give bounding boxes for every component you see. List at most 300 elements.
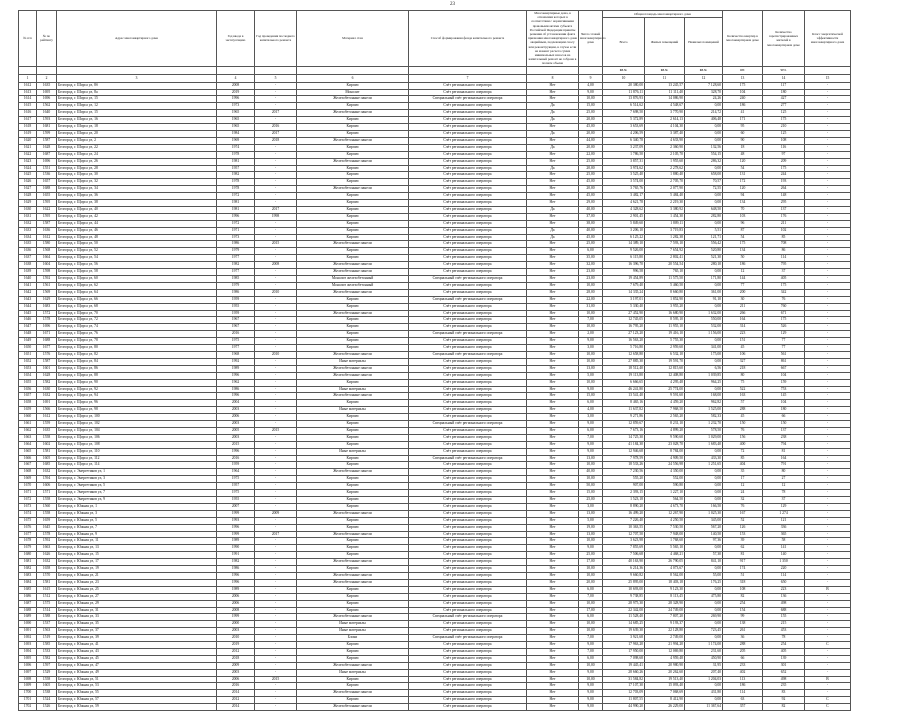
cell-energy-class: -: [805, 559, 851, 566]
cell-year-repair: -: [255, 635, 297, 642]
cell-rating: 1655: [37, 193, 57, 200]
cell-year-repair: -: [255, 538, 297, 545]
cell-area-total: 8 465,16: [603, 400, 645, 407]
cell-address: Белгород, г. Шорса ул, 22: [57, 144, 217, 151]
table-row: [19, 559, 851, 566]
cell-floors: 7,00: [579, 434, 603, 441]
header-fund-method: Способ формирования фонда капитального ремонта: [409, 11, 527, 67]
cell-floors: 5,00: [579, 517, 603, 524]
cell-disrepair: Нет: [527, 669, 579, 676]
cell-year-repair: -: [255, 144, 297, 151]
table-row: [19, 434, 851, 441]
cell-fund-method: Счёт регионального оператора: [409, 255, 527, 262]
cell-area-nonliving: 0,00: [685, 545, 723, 552]
cell-energy-class: В: [805, 676, 851, 683]
cell-floors: 9,00: [579, 642, 603, 649]
cell-floors: 45,00: [579, 234, 603, 241]
cell-residents: 145: [763, 393, 805, 400]
cell-address: Белгород, г. Шорса ул, 15: [57, 96, 217, 103]
cell-year-built: 1965: [217, 124, 255, 131]
cell-area-nonliving: 556,42: [685, 241, 723, 248]
cell-rating: 1626: [37, 552, 57, 559]
cell-address: Белгород, г. Щорса ул, 42: [57, 213, 217, 220]
cell-fund-method: Счёт регионального оператора: [409, 607, 527, 614]
cell-area-nonliving: 1 525,00: [685, 407, 723, 414]
cell-floors: 38,00: [579, 220, 603, 227]
cell-area-nonliving: 361,00: [685, 289, 723, 296]
table-row: [19, 200, 851, 207]
cell-year-repair: -: [255, 393, 297, 400]
cell-floors: 9,00: [579, 704, 603, 711]
header-area-group: Общая площадь многоквартирного дома: [603, 11, 723, 18]
cell-disrepair: Нет: [527, 414, 579, 421]
cell-area-total: 31 584,82: [603, 676, 645, 683]
cell-area-total: 6 115,80: [603, 255, 645, 262]
cell-address: Белгород, г. Южная ул, 43: [57, 648, 217, 655]
cell-energy-class: -: [805, 303, 851, 310]
cell-address: Белгород, г. Щорса ул, 56: [57, 262, 217, 269]
cell-address: Белгород, г. Щорса ул, 38: [57, 200, 217, 207]
cell-flats: 50: [723, 255, 763, 262]
cell-area-living: 4 073,67: [645, 566, 685, 573]
cell-year-built: 1965: [217, 110, 255, 117]
cell-address: Белгород, г. Щорса ул, 52: [57, 248, 217, 255]
header-rating-number: № по рейтингу: [37, 11, 57, 67]
cell-area-total: 3 197,01: [603, 296, 645, 303]
cell-area-total: 11 807,55: [603, 697, 645, 704]
table-row: [19, 524, 851, 531]
table-row: [19, 400, 851, 407]
cell-rating: 1696: [37, 158, 57, 165]
cell-address: Белгород, г. Южная ул, 3: [57, 510, 217, 517]
cell-energy-class: -: [805, 144, 851, 151]
cell-area-living: 11 111,40: [645, 89, 685, 96]
table-row: [19, 490, 851, 497]
cell-fund-method: Счёт регионального оператора: [409, 621, 527, 628]
cell-rating: 1551: [37, 165, 57, 172]
cell-residents: 139: [763, 655, 805, 662]
cell-disrepair: Да: [527, 206, 579, 213]
cell-rating: 1630: [37, 386, 57, 393]
cell-energy-class: -: [805, 276, 851, 283]
cell-floors: 9,00: [579, 338, 603, 345]
cell-row-number: 1677: [19, 531, 37, 538]
cell-row-number: 1630: [19, 206, 37, 213]
cell-disrepair: Нет: [527, 331, 579, 338]
cell-energy-class: -: [805, 635, 851, 642]
cell-area-living: 765,10: [645, 269, 685, 276]
cell-floors: 40,00: [579, 469, 603, 476]
cell-rating: 1538: [37, 690, 57, 697]
cell-year-built: 1975: [217, 490, 255, 497]
cell-address: Белгород, г. Щорса ул, 76: [57, 331, 217, 338]
cell-walls: Кирпич: [297, 462, 409, 469]
cell-disrepair: Нет: [527, 186, 579, 193]
cell-floors: 44,00: [579, 137, 603, 144]
cell-area-living: 8 660,80: [645, 289, 685, 296]
cell-year-built: 2003: [217, 628, 255, 635]
cell-residents: 86: [763, 248, 805, 255]
cell-address: Белгород, г. Южная ул, 35: [57, 621, 217, 628]
cell-fund-method: Счёт регионального оператора: [409, 427, 527, 434]
cell-area-living: 3 387,40: [645, 130, 685, 137]
cell-area-nonliving: 1 232,70: [685, 421, 723, 428]
cell-area-living: 7 530,50: [645, 524, 685, 531]
cell-year-repair: 2017: [255, 130, 297, 137]
cell-flats: 108: [723, 586, 763, 593]
cell-energy-class: -: [805, 510, 851, 517]
cell-area-total: 1 523,18: [603, 497, 645, 504]
cell-flats: 82: [723, 593, 763, 600]
cell-disrepair: Нет: [527, 462, 579, 469]
cell-residents: 427: [763, 96, 805, 103]
cell-row-number: 1682: [19, 566, 37, 573]
cell-flats: 266: [723, 310, 763, 317]
cell-fund-method: Счёт регионального оператора: [409, 503, 527, 510]
cell-address: Белгород, г. Южная ул, 9: [57, 531, 217, 538]
cell-rating: 1578: [37, 531, 57, 538]
cell-year-repair: -: [255, 628, 297, 635]
cell-flats: 57: [723, 400, 763, 407]
cell-flats: 75: [723, 379, 763, 386]
cell-rating: 1537: [37, 621, 57, 628]
cell-residents: 235: [763, 683, 805, 690]
cell-fund-method: Счёт регионального оператора: [409, 345, 527, 352]
cell-address: Белгород, г. Энергетиков ул, 3: [57, 476, 217, 483]
cell-rating: 1645: [37, 524, 57, 531]
cell-area-nonliving: 0,00: [685, 566, 723, 573]
cell-walls: Кирпич: [297, 517, 409, 524]
cell-area-nonliving: 0,00: [685, 607, 723, 614]
cell-row-number: 1692: [19, 635, 37, 642]
cell-energy-class: -: [805, 441, 851, 448]
cell-row-number: 1670: [19, 483, 37, 490]
cell-year-repair: -: [255, 186, 297, 193]
cell-residents: 220: [763, 566, 805, 573]
cell-area-nonliving: 166,50: [685, 503, 723, 510]
cell-rating: 1657: [37, 179, 57, 186]
header-residents: Количество зарегистрированных жителей в многоквартирном доме: [763, 11, 805, 67]
cell-year-built: 1982: [217, 262, 255, 269]
cell-row-number: 1689: [19, 614, 37, 621]
cell-row-number: 1617: [19, 117, 37, 124]
cell-energy-class: -: [805, 490, 851, 497]
table-row: [19, 296, 851, 303]
cell-area-nonliving: 175,00: [685, 351, 723, 358]
table-row: [19, 324, 851, 331]
cell-year-built: 1989: [217, 586, 255, 593]
table-row: [19, 607, 851, 614]
cell-residents: 223: [763, 586, 805, 593]
cell-energy-class: -: [805, 662, 851, 669]
column-number: 1: [19, 74, 37, 82]
cell-year-repair: -: [255, 158, 297, 165]
cell-area-living: 2 614,13: [645, 117, 685, 124]
cell-energy-class: -: [805, 200, 851, 207]
cell-energy-class: -: [805, 110, 851, 117]
cell-residents: 108: [763, 137, 805, 144]
cell-area-total: 11 637,82: [603, 407, 645, 414]
cell-year-repair: -: [255, 220, 297, 227]
cell-area-total: 28 660,26: [603, 669, 645, 676]
cell-year-repair: -: [255, 683, 297, 690]
cell-area-living: 7 807,20: [645, 614, 685, 621]
cell-disrepair: Нет: [527, 559, 579, 566]
cell-row-number: 1615: [19, 103, 37, 110]
cell-residents: 78: [763, 490, 805, 497]
cell-residents: 116: [763, 144, 805, 151]
cell-year-built: 1981: [217, 200, 255, 207]
cell-rating: 1568: [37, 248, 57, 255]
cell-residents: 238: [763, 434, 805, 441]
cell-row-number: 1650: [19, 345, 37, 352]
cell-residents: 211: [763, 220, 805, 227]
table-row: [19, 289, 851, 296]
table-row: [19, 172, 851, 179]
cell-area-living: 8 412,90: [645, 697, 685, 704]
table-row: [19, 662, 851, 669]
cell-area-total: 18 533,26: [603, 462, 645, 469]
cell-row-number: 1699: [19, 683, 37, 690]
cell-rating: 1562: [37, 103, 57, 110]
cell-fund-method: Счёт регионального оператора: [409, 566, 527, 573]
cell-fund-method: Счёт регионального оператора: [409, 82, 527, 89]
cell-disrepair: Нет: [527, 303, 579, 310]
cell-energy-class: -: [805, 434, 851, 441]
cell-disrepair: Нет: [527, 697, 579, 704]
cell-year-repair: -: [255, 586, 297, 593]
cell-energy-class: -: [805, 227, 851, 234]
table-row: [19, 124, 851, 131]
cell-flats: 96: [723, 220, 763, 227]
cell-disrepair: Нет: [527, 676, 579, 683]
cell-area-total: 7 698,50: [603, 110, 645, 117]
cell-residents: 264: [763, 186, 805, 193]
cell-address: Белгород, г. Южная ул, 55: [57, 690, 217, 697]
table-row: [19, 455, 851, 462]
cell-area-nonliving: 176,25: [685, 579, 723, 586]
cell-year-repair: -: [255, 704, 297, 711]
cell-row-number: 1619: [19, 130, 37, 137]
cell-walls: Иные материалы: [297, 669, 409, 676]
cell-disrepair: Нет: [527, 600, 579, 607]
cell-area-nonliving: 520,80: [685, 248, 723, 255]
cell-row-number: 1656: [19, 386, 37, 393]
cell-walls: Кирпич: [297, 414, 409, 421]
cell-address: Белгород, г. Энергетиков ул, 7: [57, 490, 217, 497]
cell-address: Белгород, г. Щорса ул, 80: [57, 345, 217, 352]
cell-floors: 45,00: [579, 124, 603, 131]
cell-energy-class: С: [805, 642, 851, 649]
cell-year-repair: -: [255, 593, 297, 600]
cell-rating: 1691: [37, 400, 57, 407]
cell-area-total: 46 241,80: [603, 386, 645, 393]
cell-area-nonliving: 1 156,00: [685, 331, 723, 338]
cell-fund-method: Счёт регионального оператора: [409, 593, 527, 600]
cell-disrepair: Нет: [527, 317, 579, 324]
table-row: [19, 427, 851, 434]
table-row: [19, 137, 851, 144]
cell-area-living: 12 069,80: [645, 648, 685, 655]
cell-row-number: 1674: [19, 510, 37, 517]
cell-flats: 90: [723, 137, 763, 144]
cell-energy-class: -: [805, 621, 851, 628]
cell-flats: 171: [723, 117, 763, 124]
cell-disrepair: Нет: [527, 151, 579, 158]
cell-energy-class: -: [805, 607, 851, 614]
cell-rating: 1587: [37, 358, 57, 365]
cell-area-living: 4 909,50: [645, 455, 685, 462]
cell-row-number: 1700: [19, 690, 37, 697]
table-row: [19, 227, 851, 234]
cell-area-total: 12 745,05: [603, 317, 645, 324]
cell-area-total: 3 206,10: [603, 227, 645, 234]
cell-area-total: 19 445,41: [603, 662, 645, 669]
cell-floors: 9,00: [579, 669, 603, 676]
cell-disrepair: Нет: [527, 241, 579, 248]
cell-area-nonliving: 658,00: [685, 172, 723, 179]
cell-walls: Кирпич: [297, 476, 409, 483]
cell-area-nonliving: 406,48: [685, 117, 723, 124]
cell-row-number: 1623: [19, 158, 37, 165]
cell-walls: Железобетонные панели: [297, 310, 409, 317]
cell-area-total: 27 885,30: [603, 358, 645, 365]
cell-walls: Кирпич: [297, 593, 409, 600]
cell-fund-method: Счёт регионального оператора: [409, 497, 527, 504]
cell-address: Белгород, г. Южная ул, 49: [57, 669, 217, 676]
cell-flats: 164: [723, 317, 763, 324]
cell-rating: 1696: [37, 324, 57, 331]
cell-residents: 498: [763, 600, 805, 607]
cell-address: Белгород, г. Щорса ул, 64: [57, 289, 217, 296]
cell-residents: 83: [763, 690, 805, 697]
cell-area-living: 24 556,98: [645, 462, 685, 469]
cell-residents: 121: [763, 517, 805, 524]
cell-address: Белгород, г. Южная ул, 57: [57, 697, 217, 704]
cell-disrepair: Нет: [527, 172, 579, 179]
cell-disrepair: Нет: [527, 324, 579, 331]
cell-energy-class: -: [805, 317, 851, 324]
cell-year-built: 1973: [217, 103, 255, 110]
cell-disrepair: Нет: [527, 538, 579, 545]
cell-area-living: 5 755,30: [645, 338, 685, 345]
cell-area-nonliving: 433,30: [685, 455, 723, 462]
cell-floors: 10,00: [579, 310, 603, 317]
cell-rating: 1587: [37, 220, 57, 227]
cell-residents: 85: [763, 234, 805, 241]
cell-address: Белгород, г. Энергетиков ул, 1: [57, 469, 217, 476]
cell-year-repair: -: [255, 421, 297, 428]
cell-floors: 6,00: [579, 248, 603, 255]
cell-floors: 20,00: [579, 144, 603, 151]
cell-area-total: 19 113,80: [603, 372, 645, 379]
cell-rating: 1622: [37, 206, 57, 213]
cell-area-total: 4 328,62: [603, 206, 645, 213]
cell-area-living: 4 295,48: [645, 379, 685, 386]
cell-disrepair: Нет: [527, 213, 579, 220]
cell-disrepair: Нет: [527, 262, 579, 269]
cell-area-living: 4 548,67: [645, 103, 685, 110]
cell-fund-method: Счёт регионального оператора: [409, 379, 527, 386]
cell-energy-class: -: [805, 103, 851, 110]
cell-disrepair: Нет: [527, 358, 579, 365]
cell-energy-class: -: [805, 455, 851, 462]
cell-area-living: 9 590,60: [645, 434, 685, 441]
cell-disrepair: Нет: [527, 276, 579, 283]
cell-area-total: 907,00: [603, 483, 645, 490]
cell-row-number: 1684: [19, 579, 37, 586]
cell-area-nonliving: 648,50: [685, 206, 723, 213]
cell-walls: Железобетонные панели: [297, 690, 409, 697]
table-row: [19, 655, 851, 662]
cell-rating: 1612: [37, 414, 57, 421]
cell-residents: 97: [763, 151, 805, 158]
cell-address: Белгород, г. Щорса ул, 94: [57, 393, 217, 400]
cell-disrepair: Нет: [527, 648, 579, 655]
cell-rating: 1595: [37, 213, 57, 220]
cell-walls: Кирпич: [297, 338, 409, 345]
cell-flats: 94: [723, 193, 763, 200]
table-row: [19, 552, 851, 559]
cell-energy-class: -: [805, 324, 851, 331]
cell-year-repair: -: [255, 579, 297, 586]
cell-fund-method: Счёт регионального оператора: [409, 206, 527, 213]
cell-disrepair: Да: [527, 227, 579, 234]
cell-year-built: 1974: [217, 144, 255, 151]
cell-year-built: 1993: [217, 517, 255, 524]
cell-fund-method: Счёт регионального оператора: [409, 655, 527, 662]
cell-area-living: 1 880,40: [645, 172, 685, 179]
cell-area-nonliving: 269,90: [685, 614, 723, 621]
cell-floors: 25,00: [579, 172, 603, 179]
cell-rating: 1671: [37, 331, 57, 338]
cell-area-nonliving: 0,00: [685, 621, 723, 628]
cell-area-living: 19 591,70: [645, 358, 685, 365]
cell-area-living: 12 408,80: [645, 372, 685, 379]
cell-row-number: 1620: [19, 137, 37, 144]
cell-energy-class: -: [805, 206, 851, 213]
cell-floors: 40,00: [579, 227, 603, 234]
cell-area-nonliving: 168,00: [685, 393, 723, 400]
cell-row-number: 1685: [19, 586, 37, 593]
cell-address: Белгород, г. Энергетиков ул, 5: [57, 483, 217, 490]
cell-energy-class: -: [805, 365, 851, 372]
cell-area-nonliving: 207,40: [685, 669, 723, 676]
cell-area-nonliving: 121,71: [685, 234, 723, 241]
table-row: [19, 241, 851, 248]
cell-disrepair: Нет: [527, 662, 579, 669]
cell-area-nonliving: 723,45: [685, 628, 723, 635]
table-row: [19, 579, 851, 586]
cell-area-nonliving: 532,00: [685, 324, 723, 331]
cell-address: Белгород, г. Шорса ул, 2: [57, 137, 217, 144]
cell-row-number: 1627: [19, 186, 37, 193]
cell-walls: Железобетонные панели: [297, 531, 409, 538]
table-row: [19, 130, 851, 137]
cell-floors: 7,00: [579, 317, 603, 324]
cell-residents: 104: [763, 400, 805, 407]
cell-row-number: 1621: [19, 144, 37, 151]
cell-flats: 205: [723, 648, 763, 655]
cell-floors: 3,00: [579, 503, 603, 510]
cell-walls: Железобетонные панели: [297, 704, 409, 711]
cell-year-repair: -: [255, 476, 297, 483]
cell-address: Белгород, г. Энергетиков ул, 9: [57, 497, 217, 504]
cell-disrepair: Нет: [527, 200, 579, 207]
cell-area-total: 3 921,68: [603, 635, 645, 642]
cell-year-built: 2004: [217, 400, 255, 407]
cell-address: Белгород, г. Южная ул, 29: [57, 600, 217, 607]
